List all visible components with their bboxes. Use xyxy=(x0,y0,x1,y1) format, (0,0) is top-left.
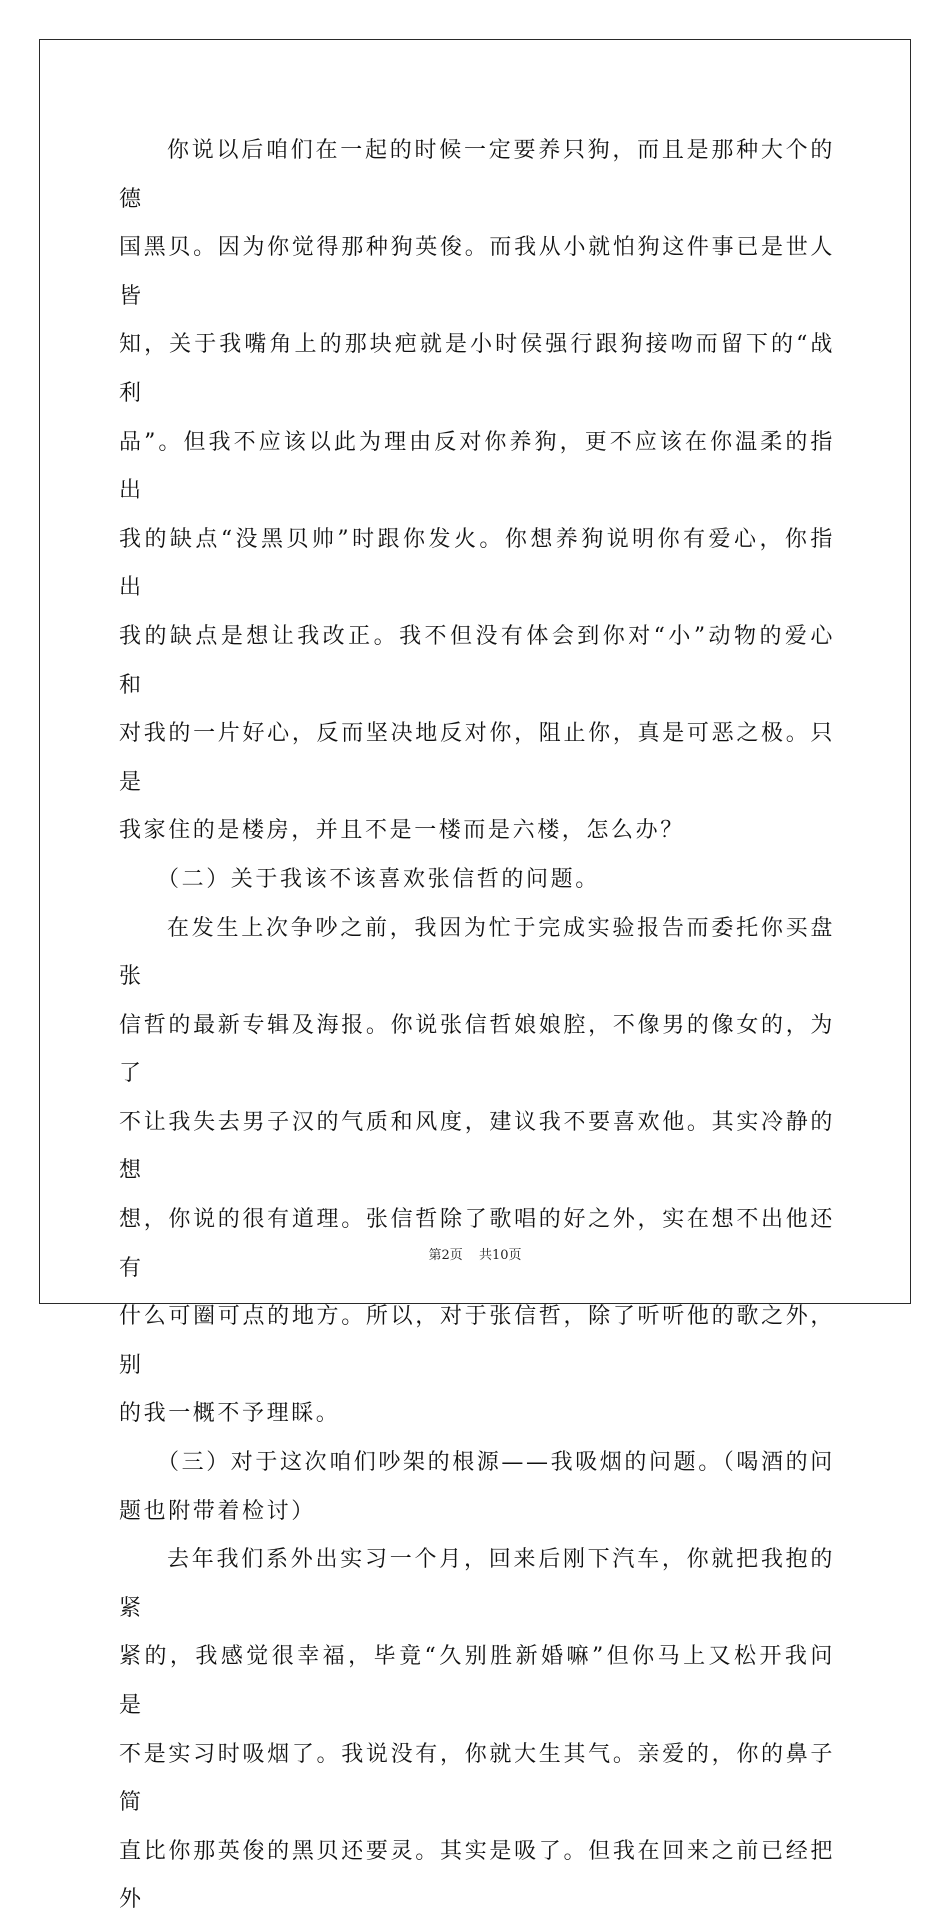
paragraph-smoking: 去年我们系外出实习一个月，回来后刚下汽车，你就把我抱的紧 紧的，我感觉很幸福，毕竟“久别胜新婚嘛”但你马上又松开我问是 不是实习时吸烟了。我说没有，你就大生其气。亲爱的，你的鼻子简 直比你那英俊的黑贝还要灵。其实是吸了。但我在回来之前已经把外 xyxy=(119,1547,835,1913)
page-number: 第2页 xyxy=(428,1248,463,1263)
document-body xyxy=(119,127,835,1925)
total-pages: 共10页 xyxy=(478,1248,522,1263)
section-heading-2: （二）关于我该不该喜欢张信哲的问题。 xyxy=(157,866,600,892)
paragraph-dog: 你说以后咱们在一起的时候一定要养只狗，而且是那种大个的德 国黑贝。因为你觉得那种狗英俊。而我从小就怕狗这件事已是世人皆 知，关于我嘴角上的那块疤就是小时侯强行跟狗接吻而留下的“战利 品”。但我不应该以此为理由反对你养狗，更不应该在你温柔的指出 我的缺点“没黑贝帅”时跟你发火。你想养狗说明你有爱心，你指出 我的缺点是想让我改正。我不但没有体会到你对“小”动物的爱心和 对我的一片好心，反而坚决地反对你，阻止你，真是可恶之极。只是 我家住的是楼房，并且不是一楼而是六楼，怎么办？ xyxy=(119,138,835,844)
section-heading-3: （三）对于这次咱们吵架的根源——我吸烟的问题。（喝酒的问 题也附带着检讨） xyxy=(119,1450,835,1524)
paragraph-singer: 在发生上次争吵之前，我因为忙于完成实验报告而委托你买盘张 信哲的最新专辑及海报。你说张信哲娘娘腔，不像男的像女的，为了 不让我失去男子汉的气质和风度，建议我不要喜欢他。其实冷静的想 想，你说的很有道理。张信哲除了歌唱的好之外，实在想不出他还有 什么可圈可点的地方。所以，对于张信哲，除了听听他的歌之外，别 的我一概不予理睬。 xyxy=(119,915,835,1427)
page-footer xyxy=(0,1244,950,1263)
